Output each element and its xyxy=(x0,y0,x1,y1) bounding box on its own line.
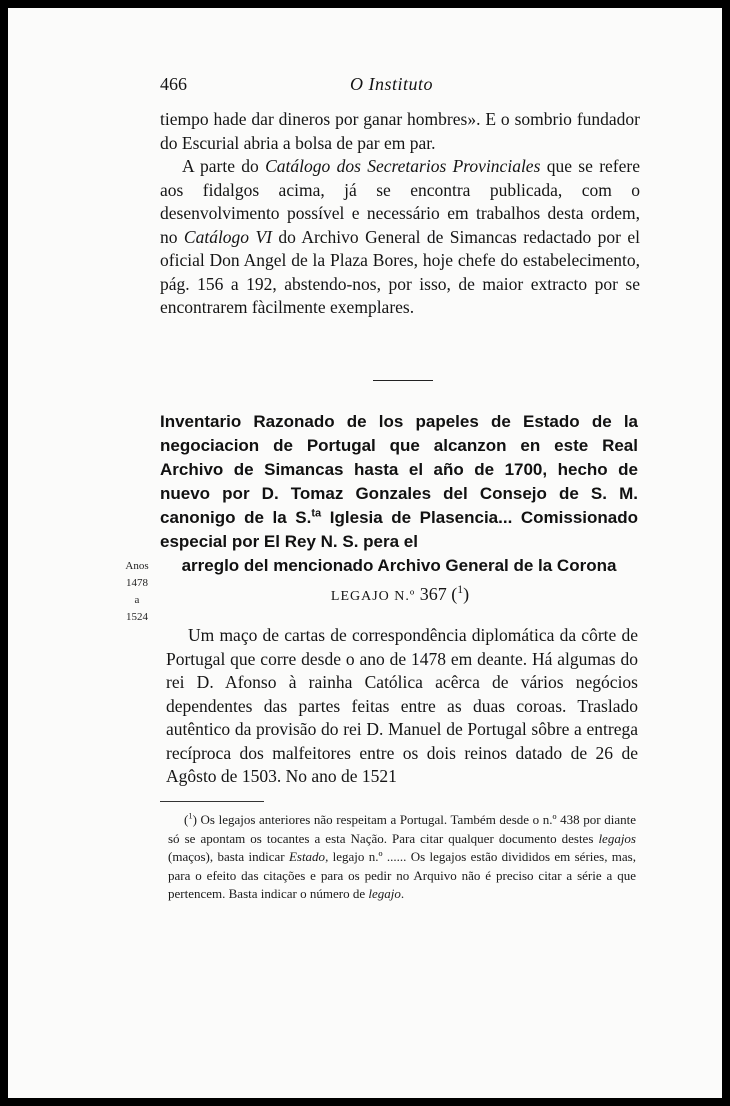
footnote-text-1: Os legajos anteriores não respeitam a Portugal. Também desde o n.º 438 por diante só se apontam os tocantes a esta Nação. Para citar qualquer documento destes xyxy=(168,812,636,846)
section-title-rest: Iglesia de Plasencia... Comissionado especial por El Rey N. S. pera el xyxy=(160,508,638,551)
running-title: O Instituto xyxy=(350,74,434,94)
footnote-italic-legajo: legajo xyxy=(368,886,401,901)
section-divider xyxy=(373,380,433,381)
footnote-rule xyxy=(160,801,264,802)
margin-separator: a xyxy=(134,594,140,606)
footnote-text-3: (maços), basta indicar xyxy=(168,849,289,864)
catalogo-title: Catálogo dos Secretarios Provinciales xyxy=(265,156,541,176)
legajo-heading: LEGAJO N.º 367 ($^1$) xyxy=(330,583,470,604)
paragraph-2-text-c: que se refere aos fidalgos acima, já se encontra publicada, com o desenvolvimento possível e necessário em trabalhos desta ordem, no xyxy=(160,156,640,247)
legajo-label: LEGAJO N.º xyxy=(330,589,420,604)
body-text xyxy=(160,108,640,320)
page-number: 466 xyxy=(160,74,187,94)
paragraph-2-text-e: do Archivo General de Simancas redactado por el oficial Don Angel de la Plaza Bores, hoje chefe do estabelecimento, pág. 156 a 192, abstendo-nos, por isso, de maior extracto por se encontrarem fàcilmente exemplares. xyxy=(160,226,641,317)
section-title-main: Inventario Razonado de los papeles de Estado de la negociacion de Portugal que alcanzon en este Real Archivo de Simancas hasta el año de 1700, hecho de nuevo por D. Tomaz Gonzales del Consejo de S. M. canonigo de la S. xyxy=(160,412,638,527)
footnote xyxy=(168,811,636,904)
margin-year-to: 1524 xyxy=(126,611,148,623)
paragraph-1: tiempo hade dar dineros por ganar hombres». E o sombrio fundador do Escurial abria a bolsa de par em par. xyxy=(160,109,640,153)
footnote-italic-estado: Estado xyxy=(288,849,326,864)
footnote-paragraph: ($^1$) Os legajos anteriores não respeitam a Portugal. Também desde o n.º 438 por diante só se apontam os tocantes a esta Nação. Para citar qualquer documento destes legajos (maços), basta indicar Estado, legajo n.º ...... Os legajos estão divididos em séries, mas, para o efeito das citações e para os pedir no Arquivo não é preciso citar a série a que pertencem. Basta indicar o número de legajo. xyxy=(168,810,636,901)
legajo-footnote-ref: 1 xyxy=(457,583,464,596)
footnote-text-5: , legajo n.º ...... Os legajos estão divididos em séries, mas, para o efeito das citações e para os pedir no Arquivo não é preciso citar a série a que pertencem. Basta indicar o número de xyxy=(168,849,636,901)
section-title xyxy=(160,410,638,578)
margin-year-from: 1478 xyxy=(126,577,148,589)
paragraph-2-text-a: A parte do xyxy=(182,156,266,176)
catalogo-vi-title: Catálogo VI xyxy=(183,226,272,247)
footnote-marker: 1 xyxy=(188,810,193,821)
legajo-number: 367 xyxy=(419,584,447,604)
paragraph-2 xyxy=(160,155,640,320)
margin-note xyxy=(120,558,154,626)
footnote-italic-legajos: legajos xyxy=(598,830,636,846)
footnote-text-7: . xyxy=(400,886,405,901)
margin-label: Anos xyxy=(125,560,149,572)
book-page xyxy=(8,8,722,1098)
legajo-text xyxy=(166,624,638,789)
section-title-last-line: arreglo del mencionado Archivo General de la Corona xyxy=(181,556,617,575)
section-title-superscript: ta xyxy=(311,507,322,520)
page-header xyxy=(160,74,640,98)
legajo-paragraph: Um maço de cartas de correspondência diplomática da côrte de Portugal que corre desde o ano de 1478 em deante. Há algumas do rei D. Afonso à rainha Católica acêrca de vários negócios dependentes das partes feitas entre as duas coroas. Traslado autêntico da provisão do rei D. Manuel de Portugal sôbre a entrega recíproca dos malfeitores entre os dois reinos datado de 26 de Agôsto de 1503. No ano de 1521 xyxy=(166,625,638,786)
